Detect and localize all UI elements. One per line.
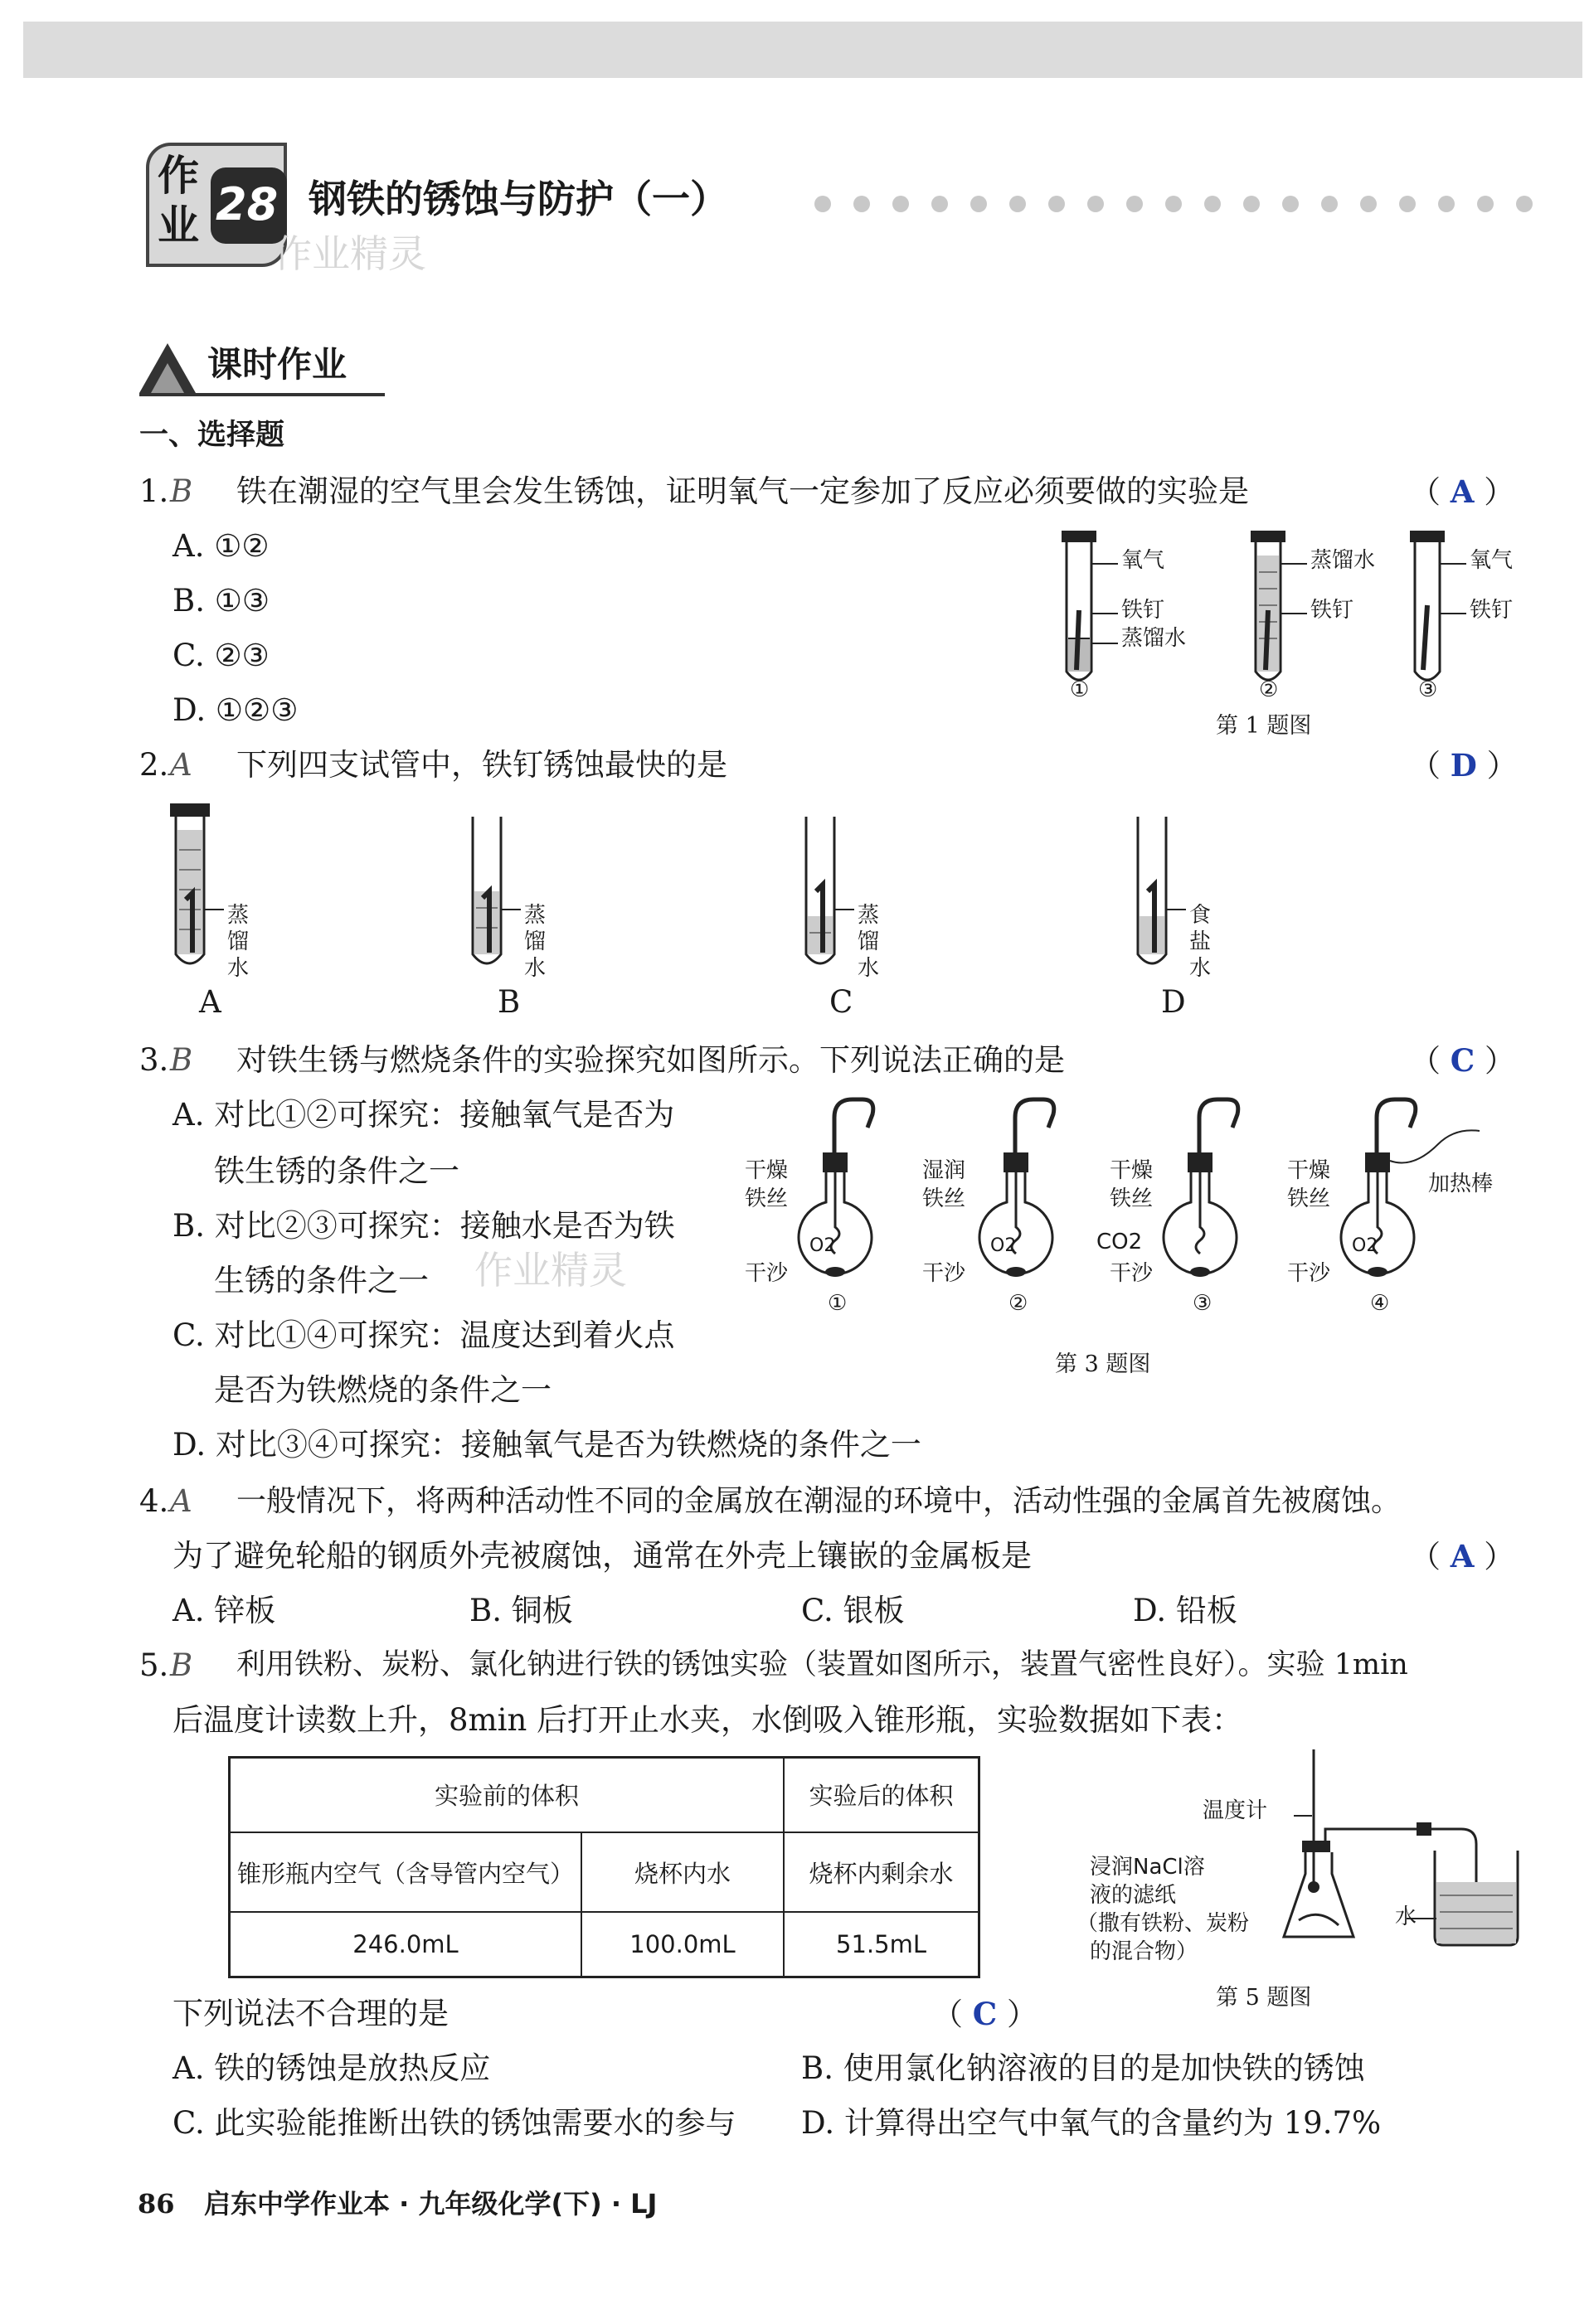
q4-mark: A [170, 1483, 192, 1519]
page-title: 钢铁的锈蚀与防护（一） [309, 177, 728, 221]
q2-tube-a-liquid-1: 蒸 [227, 903, 250, 928]
q3-flask4-gas: O2 [1352, 1235, 1378, 1256]
q3-option-d: D. 对比③④可探究：接触氧气是否为铁燃烧的条件之一 [173, 1427, 921, 1463]
q2-tube-c-liquid-3: 水 [858, 956, 880, 981]
q3-flask4-wire-1: 干燥 [1287, 1158, 1331, 1183]
q2-tube-d-label: D [1161, 984, 1186, 1020]
q5-paper-line3: （撒有铁粉、炭粉 [1076, 1911, 1250, 1936]
q2-tube-a-label: A [199, 984, 221, 1020]
q3-stem: 对铁生锈与燃烧条件的实验探究如图所示。下列说法正确的是 [236, 1042, 1065, 1078]
q5-option-d: D. 计算得出空气中氧气的含量约为 19.7% [801, 2105, 1382, 2141]
q3-flask4-wire-2: 铁丝 [1287, 1186, 1331, 1211]
scan-top-band [23, 22, 1582, 78]
q4-option-a: A. 锌板 [173, 1593, 276, 1628]
watermark: 作业精灵 [274, 231, 426, 276]
badge-char-1: 作 [158, 152, 199, 200]
subsection-label: 一、选择题 [139, 419, 285, 452]
q3-option-b-line2: 生锈的条件之一 [214, 1263, 429, 1298]
q3-flask1-gas: O2 [809, 1235, 836, 1256]
q3-flask2-wire-1: 湿润 [922, 1158, 966, 1183]
q5-number: 5. [139, 1647, 169, 1683]
q2-tube-a-liquid-3: 水 [227, 956, 250, 981]
q3-flask1-wire-2: 铁丝 [745, 1186, 789, 1211]
q5-option-c: C. 此实验能推断出铁的锈蚀需要水的参与 [173, 2105, 736, 2141]
q2-stem: 下列四支试管中，铁钉锈蚀最快的是 [236, 747, 727, 783]
q1-option-a: A. ①② [173, 528, 270, 564]
q5-prompt: 下列说法不合理的是 [173, 1996, 449, 2031]
q1-tube1-tag-water: 蒸馏水 [1121, 626, 1187, 651]
table-value-water: 100.0mL [581, 1912, 784, 1977]
q2-tube-d-liquid-2: 盐 [1189, 929, 1212, 954]
table-value-air: 246.0mL [230, 1912, 582, 1977]
q1-number: 1. [139, 473, 169, 509]
q2-tube-d-liquid-1: 食 [1189, 903, 1212, 928]
q3-option-a-line1: A. 对比①②可探究：接触氧气是否为 [173, 1097, 675, 1133]
q5-data-table [228, 1756, 980, 1978]
q3-flask4-label: ④ [1370, 1291, 1390, 1316]
q2-tube-a-liquid-2: 馏 [227, 929, 250, 954]
table-group-before: 实验前的体积 [230, 1758, 785, 1832]
q2-tube-c-label: C [829, 984, 853, 1020]
q2-tube-d-liquid-3: 水 [1189, 956, 1212, 981]
q1-tube1-tag-nail: 铁钉 [1121, 598, 1165, 623]
q3-flask4-bottom: 干沙 [1287, 1261, 1331, 1286]
q3-option-a-line2: 铁生锈的条件之一 [214, 1153, 459, 1189]
q2-mark: A [170, 747, 192, 783]
q3-flask1-bottom: 干沙 [745, 1261, 789, 1286]
q3-answer-bracket: （ C ） [1410, 1042, 1515, 1079]
q2-number: 2. [139, 747, 169, 783]
q4-answer: A [1450, 1538, 1475, 1574]
table-header-air: 锥形瓶内空气（含导管内空气） [230, 1832, 582, 1912]
q1-tube3-tag-nail: 铁钉 [1470, 598, 1514, 623]
q3-number: 3. [139, 1042, 169, 1078]
book-title: 启东中学作业本 · 九年级化学(下) · LJ [204, 2188, 658, 2220]
q4-answer-bracket: （ A ） [1410, 1538, 1515, 1574]
section-triangle-icon [139, 338, 197, 396]
q2-tube-c-liquid-1: 蒸 [858, 903, 880, 928]
q5-option-a: A. 铁的锈蚀是放热反应 [173, 2050, 491, 2086]
q3-flask-3 [1164, 1099, 1238, 1277]
q1-option-c: C. ②③ [173, 638, 270, 673]
q3-mark: B [170, 1042, 193, 1078]
q1-tube1-tag-oxygen: 氧气 [1121, 548, 1165, 573]
q3-answer: C [1450, 1042, 1475, 1079]
q3-flask2-bottom: 干沙 [922, 1261, 966, 1286]
q5-thermometer-label: 温度计 [1203, 1798, 1268, 1823]
q4-option-d: D. 铅板 [1133, 1593, 1237, 1628]
q5-paper-line4: 的混合物） [1090, 1939, 1198, 1964]
q4-option-c: C. 银板 [801, 1593, 905, 1628]
q3-flask2-gas: O2 [990, 1235, 1017, 1256]
q3-option-b-line1: B. 对比②③可探究：接触水是否为铁 [173, 1208, 675, 1244]
q2-tube-c-liquid-2: 馏 [858, 929, 880, 954]
q5-answer-bracket: （ C ） [932, 1996, 1038, 2032]
q3-flask3-label: ③ [1193, 1291, 1213, 1316]
q5-mark: B [170, 1647, 193, 1683]
q2-answer: D [1450, 747, 1477, 784]
q2-tube-b-liquid-2: 馏 [524, 929, 547, 954]
table-header-water: 烧杯内水 [581, 1832, 784, 1912]
section-label: 课时作业 [207, 344, 347, 385]
q5-figure-apparatus [1244, 1749, 1576, 1965]
q4-number: 4. [139, 1483, 169, 1519]
q3-flask4-heater: 加热棒 [1428, 1172, 1494, 1196]
badge-number: 28 [216, 178, 279, 230]
q3-flask2-label: ② [1008, 1291, 1028, 1316]
q1-tube2-tag-water: 蒸馏水 [1310, 548, 1376, 573]
q5-stem-line2: 后温度计读数上升，8min 后打开止水夹，水倒吸入锥形瓶，实验数据如下表： [173, 1702, 1243, 1738]
q3-flask3-wire-2: 铁丝 [1110, 1186, 1154, 1211]
q4-stem-line2: 为了避免轮船的钢质外壳被腐蚀，通常在外壳上镶嵌的金属板是 [173, 1538, 1032, 1574]
q5-option-b: B. 使用氯化钠溶液的目的是加快铁的锈蚀 [801, 2050, 1365, 2086]
q5-paper-line1: 浸润NaCl溶 [1090, 1855, 1205, 1880]
q1-answer: A [1450, 473, 1475, 510]
q1-tube3-tag-oxygen: 氧气 [1470, 548, 1514, 573]
q3-figure-caption: 第 3 题图 [1055, 1351, 1151, 1377]
q2-answer-bracket: （ D ） [1410, 747, 1518, 784]
badge-char-2: 业 [158, 201, 199, 250]
q3-flask3-wire-1: 干燥 [1110, 1158, 1154, 1183]
q5-stem-line1: 利用铁粉、炭粉、氯化钠进行铁的锈蚀实验（装置如图所示，装置气密性良好）。实验 1min [236, 1648, 1408, 1681]
q1-option-d: D. ①②③ [173, 692, 299, 728]
q1-mark: B [170, 473, 193, 509]
q5-water-label: 水 [1395, 1904, 1417, 1929]
q3-flask1-label: ① [828, 1291, 848, 1316]
q1-option-b: B. ①③ [173, 583, 270, 619]
q1-figure-caption: 第 1 题图 [1216, 713, 1312, 739]
table-value-remaining: 51.5mL [784, 1912, 979, 1977]
q3-flask3-bottom: 干沙 [1110, 1261, 1154, 1286]
table-header-remaining: 烧杯内剩余水 [784, 1832, 979, 1912]
q2-figure-tubes [166, 800, 1211, 982]
q3-option-c-line1: C. 对比①④可探究：温度达到着火点 [173, 1317, 675, 1353]
title-dot-leader [814, 196, 1555, 216]
q2-tube-b-liquid-3: 水 [524, 956, 547, 981]
q1-stem: 铁在潮湿的空气里会发生锈蚀，证明氧气一定参加了反应必须要做的实验是 [236, 473, 1249, 509]
table-group-after: 实验后的体积 [784, 1758, 979, 1832]
q5-figure-caption: 第 5 题图 [1216, 1985, 1312, 2011]
q4-stem-line1: 一般情况下，将两种活动性不同的金属放在潮湿的环境中，活动性强的金属首先被腐蚀。 [236, 1484, 1402, 1518]
q1-answer-bracket: （ A ） [1410, 473, 1515, 510]
q1-tube2-tag-nail: 铁钉 [1310, 598, 1354, 623]
q3-flask2-wire-2: 铁丝 [922, 1186, 966, 1211]
q3-flask1-wire-1: 干燥 [745, 1158, 789, 1183]
page-number: 86 [138, 2188, 175, 2220]
q2-tube-b-label: B [498, 984, 521, 1020]
q1-tube1-label: ① [1070, 677, 1090, 702]
assignment-badge [146, 143, 287, 267]
section-underline [139, 393, 385, 396]
q5-paper-line2: 液的滤纸 [1090, 1883, 1177, 1908]
q1-tube2-label: ② [1259, 677, 1279, 702]
q5-answer: C [972, 1996, 998, 2032]
q2-tube-b-liquid-1: 蒸 [524, 903, 547, 928]
q3-flask3-gas: CO2 [1096, 1230, 1143, 1254]
q3-watermark: 作业精灵 [474, 1248, 627, 1293]
q3-option-c-line2: 是否为铁燃烧的条件之一 [214, 1372, 552, 1408]
q1-tube3-label: ③ [1418, 677, 1438, 702]
q4-option-b: B. 铜板 [469, 1593, 573, 1628]
